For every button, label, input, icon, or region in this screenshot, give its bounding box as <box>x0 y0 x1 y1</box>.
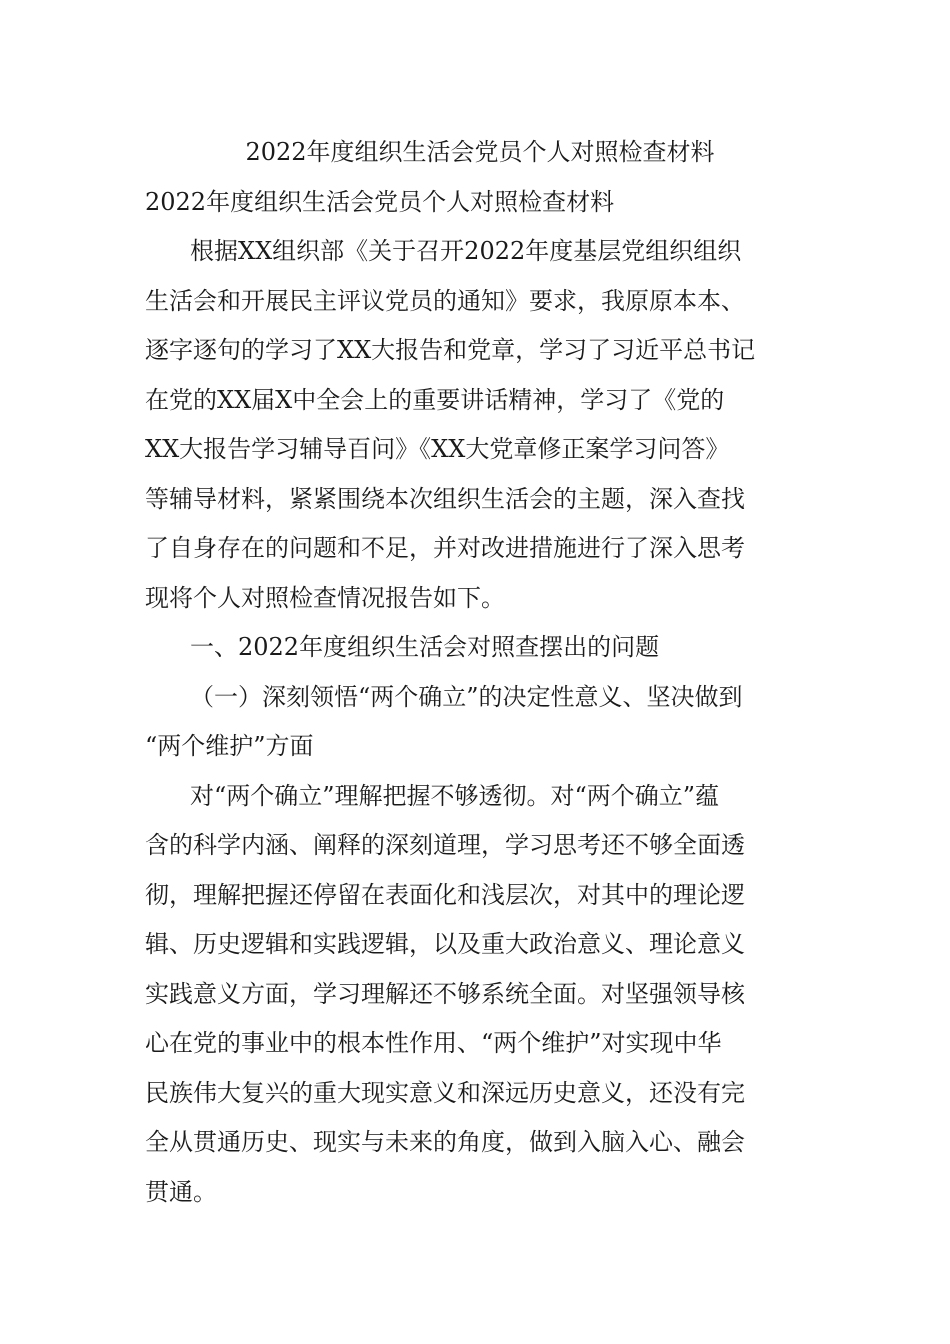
body-line: 辑、历史逻辑和实践逻辑，以及重大政治意义、理论意义 <box>145 930 745 958</box>
intro-line: 逐字逐句的学习了XX大报告和党章，学习了习近平总书记 <box>145 336 756 364</box>
intro-line: XX大报告学习辅导百问》《XX大党章修正案学习问答》 <box>145 435 730 463</box>
body-line: 实践意义方面，学习理解还不够系统全面。对坚强领导核 <box>145 979 745 1008</box>
document-subtitle: 2022年度组织生活会党员个人对照检查材料 <box>145 187 615 216</box>
body-line: 含的科学内涵、阐释的深刻道理，学习思考还不够全面透 <box>145 831 745 859</box>
intro-line: 现将个人对照检查情况报告如下。 <box>145 583 505 612</box>
body-paragraph <box>145 772 807 1218</box>
body-line: 全从贯通历史、现实与未来的角度，做到入脑入心、融会 <box>145 1128 745 1156</box>
subsection-heading-line: “两个维护”方面 <box>145 732 314 760</box>
subsection-heading-line: （一）深刻领悟“两个确立”的决定性意义、坚决做到 <box>190 682 743 711</box>
body-line: 民族伟大复兴的重大现实意义和深远历史意义，还没有完 <box>145 1078 745 1107</box>
intro-paragraph <box>145 227 807 623</box>
intro-line: 等辅导材料，紧紧围绕本次组织生活会的主题，深入查找 <box>145 484 745 513</box>
body-line: 对“两个确立”理解把握不够透彻。对“两个确立”蕴 <box>190 781 720 810</box>
intro-line: 在党的XX届X中全会上的重要讲话精神，学习了《党的 <box>145 385 725 414</box>
intro-line: 生活会和开展民主评议党员的通知》要求，我原原本本、 <box>145 286 745 315</box>
intro-line: 根据XX组织部《关于召开2022年度基层党组织组织 <box>190 237 742 265</box>
body-line: 彻，理解把握还停留在表面化和浅层次，对其中的理论逻 <box>145 880 745 909</box>
section-heading: 一、2022年度组织生活会对照查摆出的问题 <box>190 633 660 661</box>
body-line: 心在党的事业中的根本性作用、“两个维护”对实现中华 <box>145 1029 722 1057</box>
body-line: 贯通。 <box>145 1177 217 1206</box>
document-body <box>145 128 807 1217</box>
subsection-heading <box>145 673 807 772</box>
document-title: 2022年度组织生活会党员个人对照检查材料 <box>245 138 715 166</box>
intro-line: 了自身存在的问题和不足，并对改进措施进行了深入思考 <box>145 534 745 562</box>
